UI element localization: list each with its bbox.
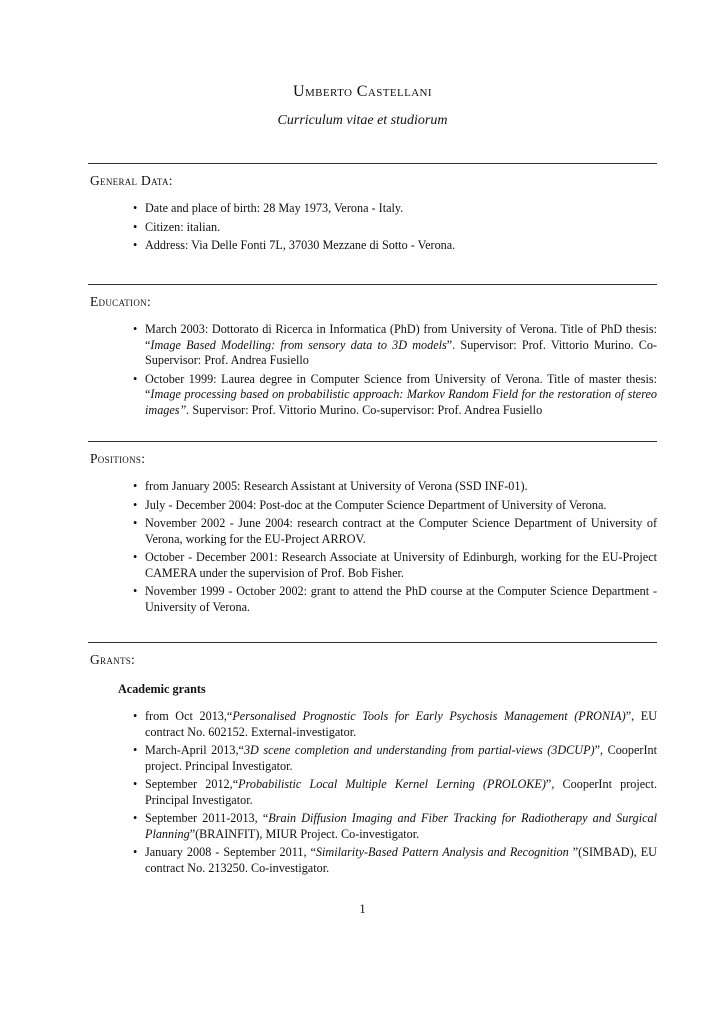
list-item: • July - December 2004: Post-doc at the Computer Science Department of University of Verona. <box>145 498 657 514</box>
section-divider <box>88 284 657 285</box>
list-item: • November 1999 - October 2002: grant to attend the PhD course at the Computer Science Department - University of Verona. <box>145 584 657 615</box>
section-divider <box>88 642 657 643</box>
list-item: • September 2011-2013, “Brain Diffusion Imaging and Fiber Tracking for Radiotherapy and Surgical Planning”(BRAINFIT), MIUR Project. Co-investigator. <box>145 811 657 842</box>
list-item: • March-April 2013,“3D scene completion and understanding from partial-views (3DCUP)”, CooperInt project. Principal Investigator. <box>145 743 657 774</box>
document-subtitle: Curriculum vitae et studiorum <box>277 113 448 128</box>
general-data-list <box>88 201 657 254</box>
list-item: • January 2008 - September 2011, “Similarity-Based Pattern Analysis and Recognition ”(SIMBAD), EU contract No. 213250. Co-investigator. <box>145 845 657 876</box>
cv-header <box>0 83 725 129</box>
positions-section <box>88 441 657 618</box>
list-item: • September 2012,“Probabilistic Local Multiple Kernel Lerning (PROLOKE)”, CooperInt project. Principal Investigator. <box>145 777 657 808</box>
list-item: • November 2002 - June 2004: research contract at the Computer Science Department of University of Verona, working for the EU-Project ARROV. <box>145 516 657 547</box>
section-title-positions: Positions: <box>90 451 146 466</box>
list-item: • Citizen: italian. <box>145 220 657 236</box>
general-data-section <box>88 163 657 257</box>
section-title-general-data: General Data: <box>90 173 173 188</box>
list-item: • October 1999: Laurea degree in Computer Science from University of Verona. Title of master thesis: “Image processing based on probabilistic approach: Markov Random Field for the restoration of stereo images”. Supervisor: Prof. Vittorio Murino. Co-supervisor: Prof. Andrea Fusiello <box>145 372 657 419</box>
education-list <box>88 322 657 418</box>
list-item: • Address: Via Delle Fonti 7L, 37030 Mezzane di Sotto - Verona. <box>145 238 657 254</box>
list-item: • from January 2005: Research Assistant at University of Verona (SSD INF-01). <box>145 479 657 495</box>
author-name: Umberto Castellani <box>293 83 432 100</box>
list-item: • from Oct 2013,“Personalised Prognostic Tools for Early Psychosis Management (PRONIA)”, EU contract No. 602152. External-investigator. <box>145 709 657 740</box>
list-item: • Date and place of birth: 28 May 1973, Verona - Italy. <box>145 201 657 217</box>
grants-list <box>88 709 657 876</box>
subsection-title-academic-grants: Academic grants <box>118 682 206 696</box>
section-title-education: Education: <box>90 294 151 309</box>
section-divider <box>88 163 657 164</box>
grants-section <box>88 642 657 879</box>
list-item: • March 2003: Dottorato di Ricerca in Informatica (PhD) from University of Verona. Title of PhD thesis: “Image Based Modelling: from sensory data to 3D models”. Supervisor: Prof. Vittorio Murino. Co-Supervisor: Prof. Andrea Fusiello <box>145 322 657 369</box>
list-item: • October - December 2001: Research Associate at University of Edinburgh, working for the EU-Project CAMERA under the supervision of Prof. Bob Fisher. <box>145 550 657 581</box>
section-divider <box>88 441 657 442</box>
page-number: 1 <box>359 902 366 916</box>
positions-list <box>88 479 657 615</box>
education-section <box>88 284 657 421</box>
section-title-grants: Grants: <box>90 652 136 667</box>
